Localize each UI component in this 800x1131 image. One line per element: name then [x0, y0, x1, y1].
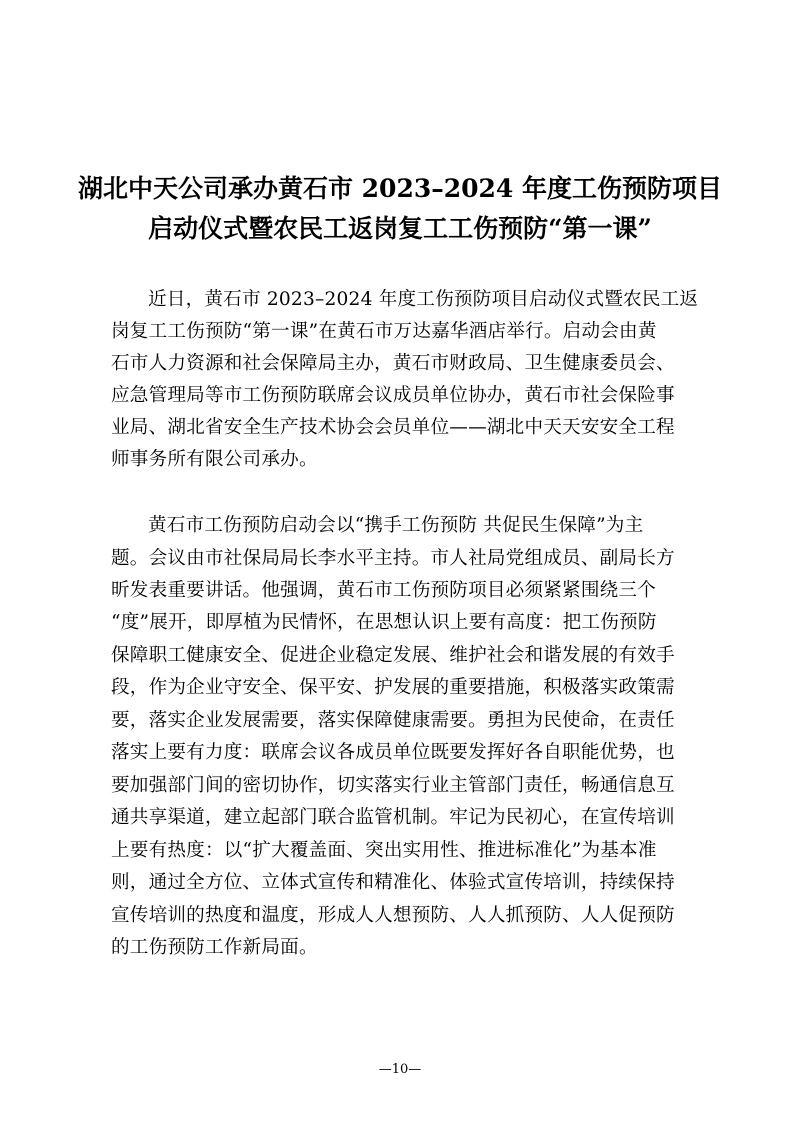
paragraph-2-line-11: 上要有热度：以“扩大覆盖面、突出实用性、推进标准化”为基本准 — [111, 840, 657, 861]
paragraph-2-line-3: 昕发表重要讲话。他强调，黄石市工伤预防项目必须紧紧围绕三个 — [111, 580, 657, 601]
paragraph-2-line-8: 落实上要有力度：联席会议各成员单位既要发挥好各自职能优势，也 — [111, 742, 675, 763]
paragraph-1-line-5: 业局、湖北省安全生产技术协会会员单位——湖北中天天安安全工程 — [111, 417, 675, 438]
paragraph-2-line-7: 要，落实企业发展需要，落实保障健康需要。勇担为民使命，在责任 — [111, 710, 675, 731]
paragraph-2-line-9: 要加强部门间的密切协作，切实落实行业主管部门责任，畅通信息互 — [111, 775, 675, 796]
paragraph-1-line-4: 应急管理局等市工伤预防联席会议成员单位协办，黄石市社会保险事 — [111, 385, 675, 406]
paragraph-1-line-3: 石市人力资源和社会保障局主办，黄石市财政局、卫生健康委员会、 — [111, 353, 675, 374]
paragraph-1-line-1: 近日，黄石市 2023–2024 年度工伤预防项目启动仪式暨农民工返 — [148, 289, 699, 310]
paragraph-2-line-5: 保障职工健康安全、促进企业稳定发展、维护社会和谐发展的有效手 — [111, 645, 675, 666]
paragraph-2-line-4: “度”展开，即厚植为民情怀，在思想认识上要有高度：把工伤预防 — [111, 612, 657, 633]
paragraph-2-line-2: 题。会议由市社保局局长李水平主持。市人社局党组成员、副局长方 — [111, 548, 675, 569]
page-number: —10— — [378, 1062, 422, 1077]
paragraph-2-line-13: 宣传培训的热度和温度，形成人人想预防、人人抓预防、人人促预防 — [111, 905, 675, 926]
paragraph-2-line-12: 则，通过全方位、立体式宣传和精准化、体验式宣传培训，持续保持 — [111, 872, 675, 893]
paragraph-1-line-6: 师事务所有限公司承办。 — [111, 449, 318, 470]
document-title-line-2: 启动仪式暨农民工返岗复工工伤预防“第一课” — [148, 214, 652, 243]
paragraph-2-line-1: 黄石市工伤预防启动会以“携手工伤预防 共促民生保障”为主 — [148, 515, 644, 536]
paragraph-2-line-6: 段，作为企业守安全、保平安、护发展的重要措施，积极落实政策需 — [111, 677, 675, 698]
paragraph-1-line-2: 岗复工工伤预防“第一课”在黄石市万达嘉华酒店举行。启动会由黄 — [111, 321, 657, 342]
paragraph-2-line-14: 的工伤预防工作新局面。 — [111, 937, 318, 958]
paragraph-2-line-10: 通共享渠道，建立起部门联合监管机制。牢记为民初心，在宣传培训 — [111, 807, 675, 828]
document-title-line-1: 湖北中天公司承办黄石市 2023–2024 年度工伤预防项目 — [77, 174, 723, 203]
